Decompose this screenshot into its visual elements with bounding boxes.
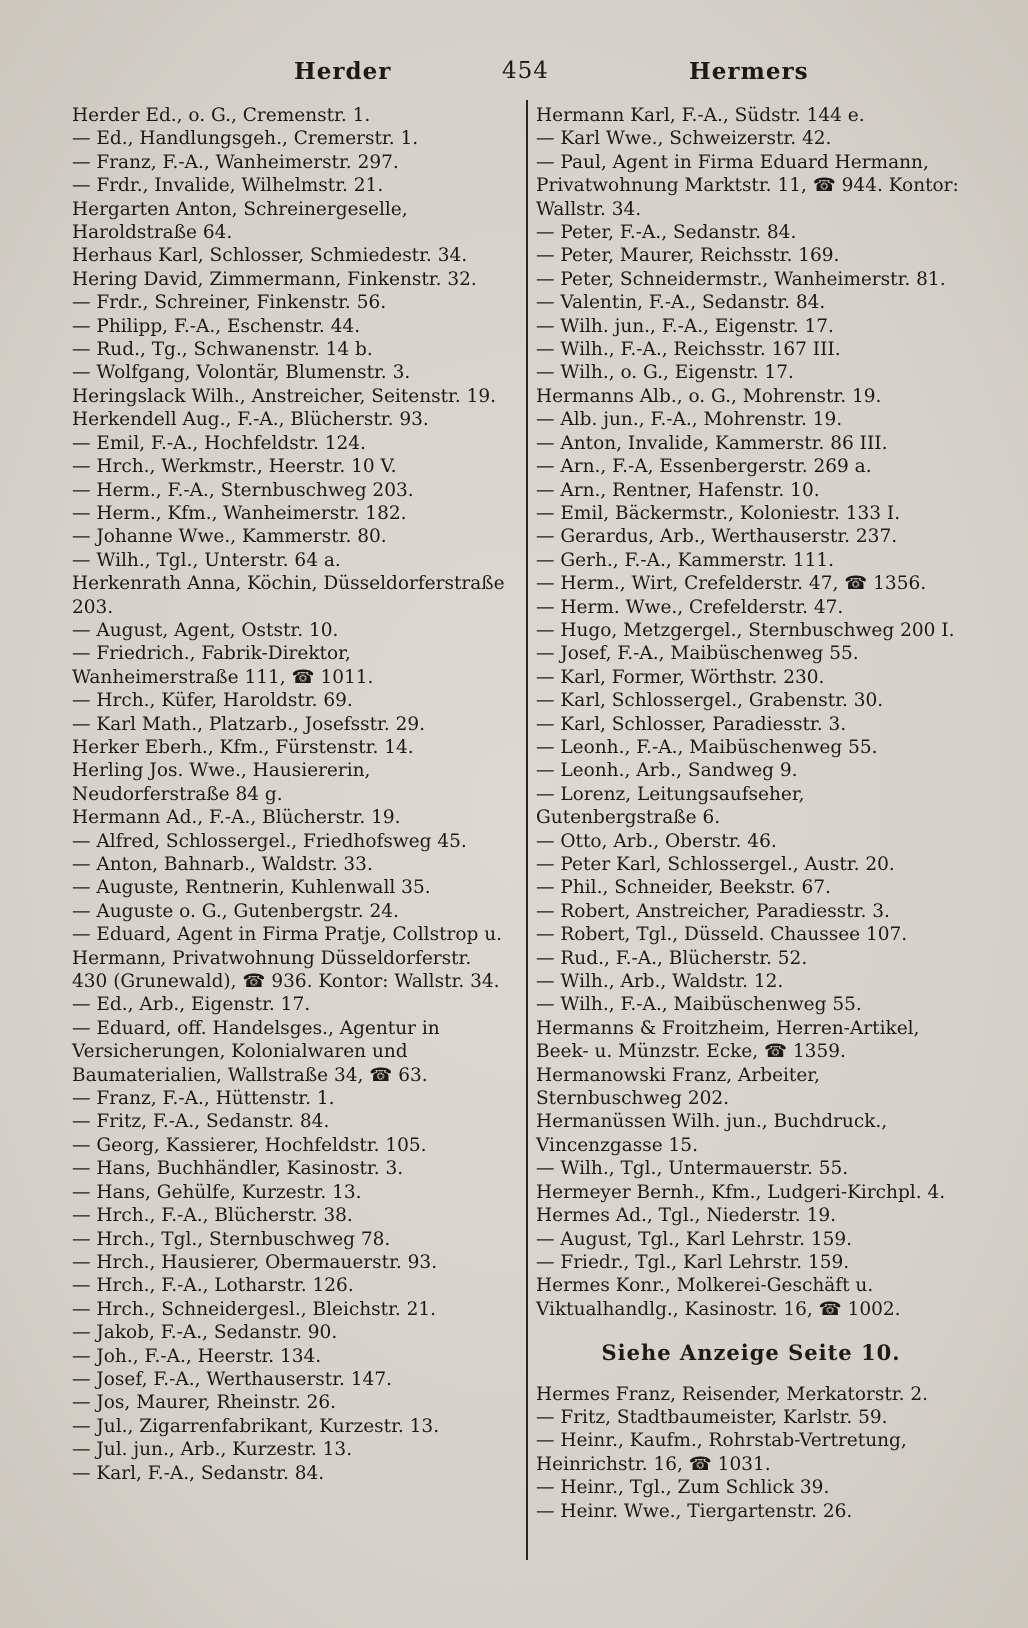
directory-entry: — Herm., Kfm., Wanheimerstr. 182.	[72, 502, 407, 524]
directory-entry: — Hrch., F.-A., Lotharstr. 126.	[72, 1275, 354, 1297]
directory-entry: Hering David, Zimmermann, Finkenstr. 32.	[72, 268, 477, 290]
directory-entry: — Peter, Schneidermstr., Wanheimerstr. 81.	[536, 268, 946, 290]
directory-entry: — Josef, F.-A., Maibüschenweg 55.	[536, 643, 859, 665]
directory-entry: — Robert, Tgl., Düsseld. Chaussee 107.	[536, 924, 908, 946]
directory-entry: — Franz, F.-A., Hüttenstr. 1.	[72, 1088, 335, 1110]
directory-entry: — Ed., Arb., Eigenstr. 17.	[72, 994, 311, 1016]
directory-entry: — Wilh., F.-A., Reichsstr. 167 III.	[536, 339, 841, 361]
directory-entry: — Wilh., F.-A., Maibüschenweg 55.	[536, 994, 862, 1016]
directory-entry: Hermanüssen Wilh. jun., Buchdruck., Vincenzgasse 15.	[536, 1111, 888, 1156]
directory-entry: — Arn., F.-A, Essenbergerstr. 269 a.	[536, 456, 872, 478]
directory-entry: — Jos, Maurer, Rheinstr. 26.	[72, 1392, 336, 1414]
page-number: 454	[502, 58, 549, 84]
directory-entry: — Emil, F.-A., Hochfeldstr. 124.	[72, 432, 366, 454]
directory-entry: — Friedrich., Fabrik-Direktor, Wanheimerstraße 111, ☎ 1011.	[72, 643, 374, 688]
directory-entry: — Phil., Schneider, Beekstr. 67.	[536, 877, 831, 899]
directory-entry: Hermanns & Froitzheim, Herren-Artikel, Beek- u. Münzstr. Ecke, ☎ 1359.	[536, 1017, 920, 1063]
directory-entry: — Valentin, F.-A., Sedanstr. 84.	[536, 292, 826, 314]
directory-entry: Herling Jos. Wwe., Hausiererin, Neudorferstraße 84 g.	[72, 760, 371, 805]
directory-entry: Hermann Karl, F.-A., Südstr. 144 e.	[536, 105, 865, 126]
directory-entry: — Karl Math., Platzarb., Josefsstr. 29.	[72, 713, 426, 735]
directory-entry: — Robert, Anstreicher, Paradiesstr. 3.	[536, 900, 890, 922]
directory-entry: — Heinr., Kaufm., Rohrstab-Vertretung, Heinrichstr. 16, ☎ 1031.	[536, 1430, 907, 1475]
directory-entry: Hermanns Alb., o. G., Mohrenstr. 19.	[536, 385, 882, 407]
directory-entry: Herder Ed., o. G., Cremenstr. 1.	[72, 105, 371, 126]
directory-entry: — Hans, Gehülfe, Kurzestr. 13.	[72, 1181, 362, 1203]
header-right-keyword: Hermers	[689, 58, 809, 85]
directory-entry: — Joh., F.-A., Heerstr. 134.	[72, 1345, 322, 1367]
directory-entry: — Philipp, F.-A., Eschenstr. 44.	[72, 315, 361, 337]
directory-entry: Heringslack Wilh., Anstreicher, Seitenstr. 19.	[72, 385, 497, 407]
directory-entry: — Gerh., F.-A., Kammerstr. 111.	[536, 549, 835, 571]
directory-entry: Hermeyer Bernh., Kfm., Ludgeri-Kirchpl. 4.	[536, 1181, 946, 1203]
right-column-entries-after	[536, 1383, 966, 1523]
left-column	[72, 104, 512, 1485]
directory-entry: — Wolfgang, Volontär, Blumenstr. 3.	[72, 362, 411, 384]
directory-entry: — Frdr., Schreiner, Finkenstr. 56.	[72, 292, 387, 314]
directory-entry: — Gerardus, Arb., Werthauserstr. 237.	[536, 526, 898, 548]
directory-entry: — Hrch., F.-A., Blücherstr. 38.	[72, 1205, 353, 1227]
directory-entry: — Heinr. Wwe., Tiergartenstr. 26.	[536, 1500, 853, 1522]
directory-entry: — Peter, F.-A., Sedanstr. 84.	[536, 222, 797, 244]
directory-entry: — Fritz, Stadtbaumeister, Karlstr. 59.	[536, 1406, 888, 1428]
directory-entry: — Leonh., Arb., Sandweg 9.	[536, 760, 798, 782]
right-column	[536, 104, 966, 1523]
directory-entry: — Hrch., Schneidergesl., Bleichstr. 21.	[72, 1298, 437, 1320]
directory-entry: — Karl, F.-A., Sedanstr. 84.	[72, 1462, 325, 1484]
directory-entry: Hergarten Anton, Schreinergeselle, Haroldstraße 64.	[72, 198, 408, 244]
directory-entry: — Eduard, off. Handelsges., Agentur in Versicherungen, Kolonialwaren und Baumaterialien, Wallstraße 34, ☎ 63.	[72, 1017, 440, 1086]
directory-entry: — Hrch., Küfer, Haroldstr. 69.	[72, 690, 353, 712]
advertisement-notice: Siehe Anzeige Seite 10.	[601, 1340, 901, 1366]
directory-entry: — Frdr., Invalide, Wilhelmstr. 21.	[72, 175, 384, 197]
directory-entry: — Jakob, F.-A., Sedanstr. 90.	[72, 1322, 338, 1344]
directory-entry: — Auguste o. G., Gutenbergstr. 24.	[72, 900, 399, 922]
directory-entry: — Anton, Bahnarb., Waldstr. 33.	[72, 854, 373, 875]
directory-entry: — Josef, F.-A., Werthauserstr. 147.	[72, 1368, 392, 1390]
directory-entry: — Herm., F.-A., Sternbuschweg 203.	[72, 479, 414, 501]
directory-entry: — Wilh., Tgl., Unterstr. 64 a.	[72, 549, 341, 571]
directory-entry: — Jul. jun., Arb., Kurzestr. 13.	[72, 1439, 353, 1461]
directory-entry: — Georg, Kassierer, Hochfeldstr. 105.	[72, 1134, 427, 1156]
directory-entry: — Karl Wwe., Schweizerstr. 42.	[536, 128, 832, 150]
page-header	[74, 58, 968, 92]
right-column-entries	[536, 104, 966, 1321]
header-left-keyword: Herder	[294, 58, 392, 85]
directory-entry: Herkenrath Anna, Köchin, Düsseldorferstraße 203.	[72, 573, 505, 618]
directory-entry: — Eduard, Agent in Firma Pratje, Collstrop u. Hermann, Privatwohnung Düsseldorferstr. 430 (Grunewald), ☎ 936. Kontor: Wallstr. 34.	[72, 924, 503, 993]
directory-entry: — Ed., Handlungsgeh., Cremerstr. 1.	[72, 128, 419, 150]
directory-entry: Herkendell Aug., F.-A., Blücherstr. 93.	[72, 409, 429, 431]
directory-entry: — Heinr., Tgl., Zum Schlick 39.	[536, 1477, 830, 1499]
directory-entry: — Johanne Wwe., Kammerstr. 80.	[72, 526, 387, 548]
directory-entry: — Herm. Wwe., Crefelderstr. 47.	[536, 596, 844, 618]
directory-entry: Hermes Konr., Molkerei-Geschäft u. Viktualhandlg., Kasinostr. 16, ☎ 1002.	[536, 1275, 901, 1320]
directory-entry: — Lorenz, Leitungsaufseher, Gutenbergstraße 6.	[536, 783, 805, 829]
directory-entry: — Hugo, Metzgergel., Sternbuschweg 200 I.	[536, 619, 955, 641]
directory-entry: — Peter Karl, Schlossergel., Austr. 20.	[536, 854, 895, 875]
directory-entry: — Wilh., Tgl., Untermauerstr. 55.	[536, 1158, 849, 1180]
directory-entry: — Rud., Tg., Schwanenstr. 14 b.	[72, 339, 373, 361]
directory-entry: — August, Agent, Oststr. 10.	[72, 619, 339, 641]
directory-entry: — Karl, Schlossergel., Grabenstr. 30.	[536, 690, 884, 712]
directory-entry: — Alb. jun., F.-A., Mohrenstr. 19.	[536, 409, 843, 431]
directory-entry: Hermanowski Franz, Arbeiter, Sternbuschweg 202.	[536, 1064, 821, 1110]
directory-entry: Hermes Ad., Tgl., Niederstr. 19.	[536, 1205, 836, 1227]
directory-entry: — Herm., Wirt, Crefelderstr. 47, ☎ 1356.	[536, 573, 927, 595]
directory-entry: — Paul, Agent in Firma Eduard Hermann, Privatwohnung Marktstr. 11, ☎ 944. Kontor: Wallstr. 34.	[536, 151, 959, 220]
directory-entry: — Hrch., Tgl., Sternbuschweg 78.	[72, 1228, 391, 1250]
directory-entry: — Hrch., Werkmstr., Heerstr. 10 V.	[72, 456, 397, 478]
directory-entry: — Rud., F.-A., Blücherstr. 52.	[536, 947, 808, 969]
directory-entry: — Friedr., Tgl., Karl Lehrstr. 159.	[536, 1251, 850, 1273]
directory-entry: — Wilh., Arb., Waldstr. 12.	[536, 971, 784, 993]
directory-entry: — Anton, Invalide, Kammerstr. 86 III.	[536, 432, 888, 454]
directory-entry: — Emil, Bäckermstr., Koloniestr. 133 I.	[536, 502, 901, 524]
directory-entry: Hermes Franz, Reisender, Merkatorstr. 2.	[536, 1383, 928, 1405]
directory-entry: — Jul., Zigarrenfabrikant, Kurzestr. 13.	[72, 1415, 440, 1437]
directory-entry: — Peter, Maurer, Reichsstr. 169.	[536, 245, 840, 267]
directory-entry: — August, Tgl., Karl Lehrstr. 159.	[536, 1228, 853, 1250]
directory-entry: — Hans, Buchhändler, Kasinostr. 3.	[72, 1158, 404, 1180]
directory-entry: Hermann Ad., F.-A., Blücherstr. 19.	[72, 807, 401, 829]
directory-entry: Herker Eberh., Kfm., Fürstenstr. 14.	[72, 736, 414, 758]
directory-entry: — Wilh., o. G., Eigenstr. 17.	[536, 362, 794, 384]
directory-entry: Herhaus Karl, Schlosser, Schmiedestr. 34.	[72, 245, 468, 267]
directory-entry: — Wilh. jun., F.-A., Eigenstr. 17.	[536, 315, 834, 337]
directory-entry: — Leonh., F.-A., Maibüschenweg 55.	[536, 736, 878, 758]
directory-entry: — Karl, Former, Wörthstr. 230.	[536, 666, 825, 688]
directory-entry: — Hrch., Hausierer, Obermauerstr. 93.	[72, 1251, 438, 1273]
directory-entry: — Auguste, Rentnerin, Kuhlenwall 35.	[72, 877, 431, 899]
directory-entry: — Fritz, F.-A., Sedanstr. 84.	[72, 1111, 330, 1133]
column-divider	[526, 100, 528, 1560]
directory-entry: — Alfred, Schlossergel., Friedhofsweg 45.	[72, 830, 467, 852]
directory-entry: — Arn., Rentner, Hafenstr. 10.	[536, 479, 820, 501]
directory-entry: — Otto, Arb., Oberstr. 46.	[536, 830, 777, 852]
directory-entry: — Franz, F.-A., Wanheimerstr. 297.	[72, 151, 399, 173]
directory-entry: — Karl, Schlosser, Paradiesstr. 3.	[536, 713, 847, 735]
